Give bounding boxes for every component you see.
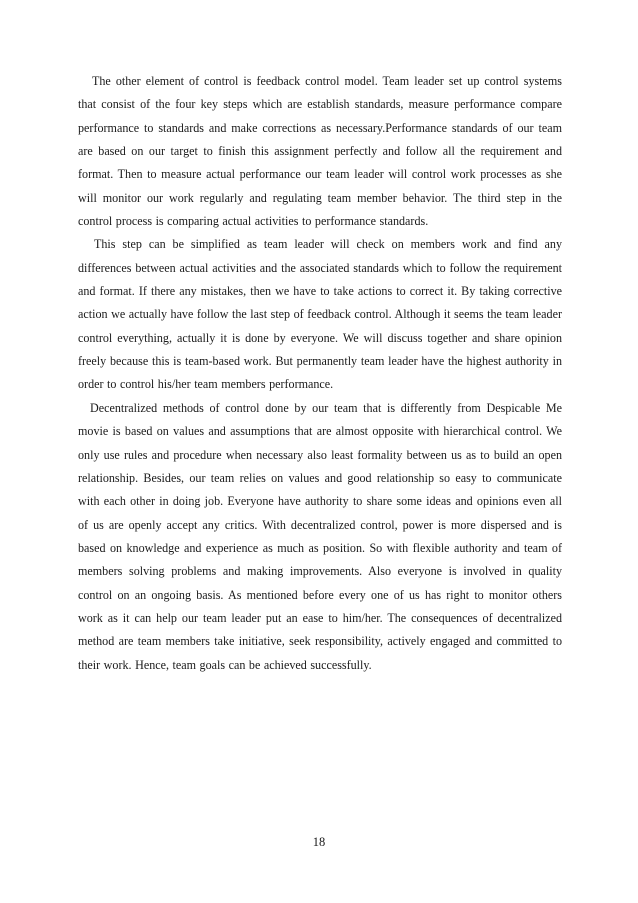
paragraph-decentralized-control: Decentralized methods of control done by our team that is differently from Despicable Me movie is based on values and assumptions that are almost opposite with hierarchical control. We only use rules and procedure when necessary also least formality between us as to build an open relationship. Besides, our team relies on values and good relationship so easy to communicate with each other in doing job. Everyone have authority to share some ideas and opinions even all of us are openly accept any critics. With decentralized control, power is more dispersed and is based on knowledge and experience as much as position. So with flexible authority and team of members solving problems and making improvements. Also everyone is involved in quality control on an ongoing basis. As mentioned before every one of us has right to monitor others work as it can help our team leader put an ease to him/her. The consequences of decentralized method are team members take initiative, seek responsibility, actively engaged and committed to their work. Hence, team goals can be achieved successfully. <box>78 400 562 672</box>
paragraph-feedback-control: The other element of control is feedback control model. Team leader set up control systems that consist of the four key steps which are establish standards, measure performance compare performance to standards and make corrections as necessary.Performance standards of our team are based on our target to finish this assignment perfectly and follow all the requirement and format. Then to measure actual performance our team leader will control work processes as she will monitor our work regularly and regulating team member behavior. The third step in the control process is comparing actual activities to performance standards. <box>78 74 562 229</box>
paragraph-simplified-steps: This step can be simplified as team leader will check on members work and find any differences between actual activities and the associated standards which to follow the requirement and format. If there any mistakes, then we have to take actions to correct it. By taking corrective action we actually have follow the last step of feedback control. Although it seems the team leader control everything, actually it is done by everyone. We will discuss together and share opinion freely because this is team-based work. But permanently team leader have the highest authority in order to control his/her team members performance. <box>78 237 562 392</box>
page-number: 18 <box>312 835 326 849</box>
body-text <box>78 70 562 677</box>
